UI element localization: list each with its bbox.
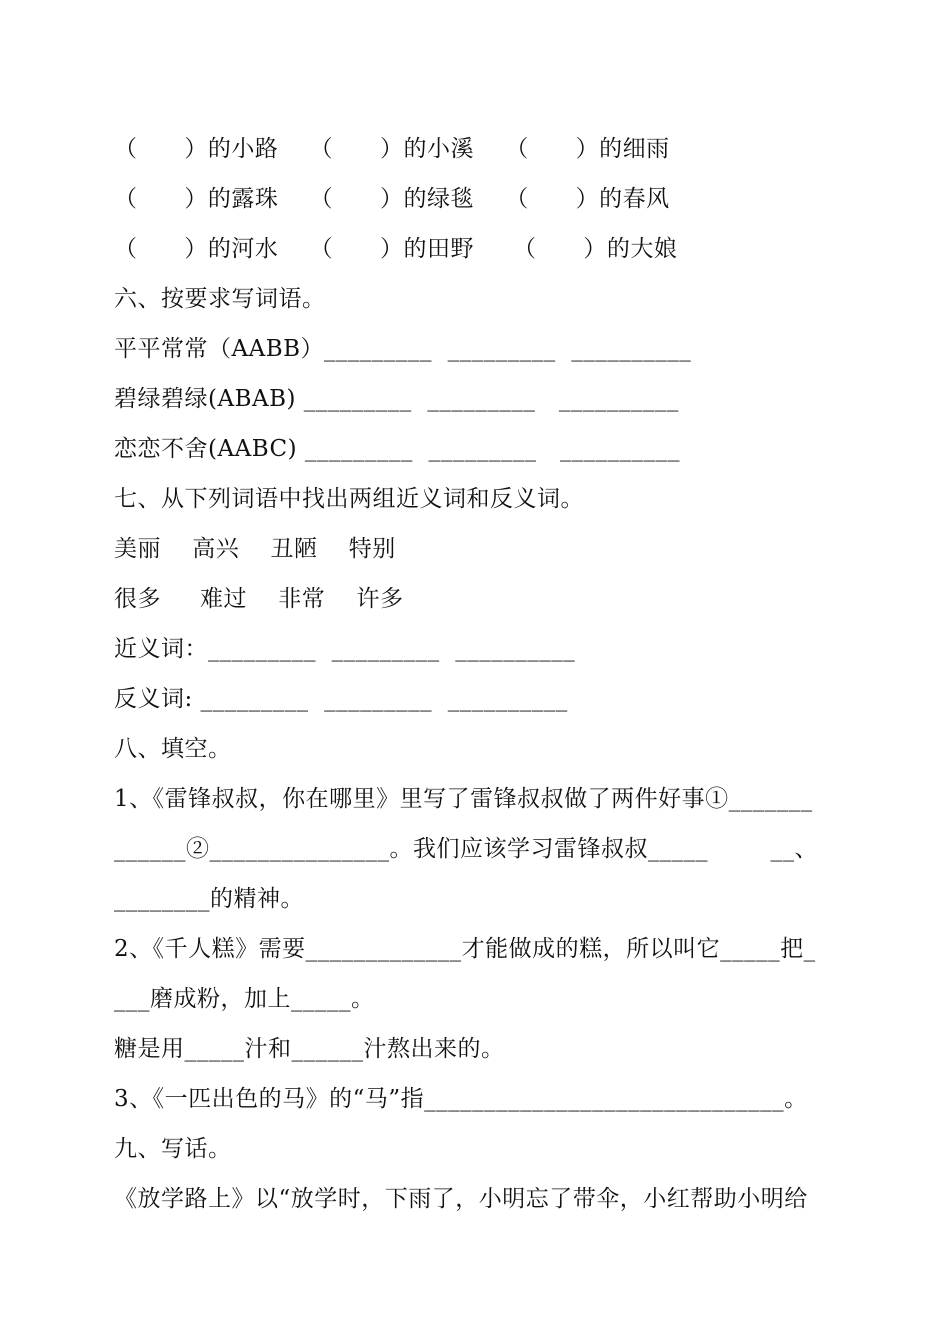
blank-phrase-row-2: （ ）的露珠 （ ）的绿毯 （ ）的春风	[114, 186, 670, 212]
question-2-line-1: 2、《千人糕》需要_____________才能做成的糕，所以叫它_____把_	[114, 936, 816, 962]
question-1-line-1: 1、《雷锋叔叔，你在哪里》里写了雷锋叔叔做了两件好事①_______	[114, 786, 813, 812]
section-8-heading: 八、填空。	[114, 736, 232, 762]
section-9-heading: 九、写话。	[114, 1136, 232, 1162]
synonym-row: 近义词：_________ _________ __________	[114, 636, 576, 662]
section-7-heading: 七、从下列词语中找出两组近义词和反义词。	[114, 486, 584, 512]
antonym-row: 反义词: _________ _________ __________	[114, 686, 568, 712]
blank-phrase-row-1: （ ）的小路 （ ）的小溪 （ ）的细雨	[114, 136, 670, 162]
question-1-line-3: ________的精神。	[114, 886, 304, 912]
word-list-row-2: 很多 难过 非常 许多	[114, 586, 404, 612]
question-2-line-3: 糖是用_____汁和______汁熬出来的。	[114, 1036, 505, 1062]
word-list-row-1: 美丽 高兴 丑陋 特别	[114, 536, 396, 562]
question-3-line: 3、《一匹出色的马》的“马”指______________________________。	[114, 1086, 808, 1112]
aabb-row: 平平常常（AABB）_________ _________ __________	[114, 336, 692, 362]
blank-phrase-row-3: （ ）的河水 （ ）的田野 （ ）的大娘	[114, 236, 678, 262]
worksheet-page	[114, 124, 854, 1224]
aabc-row: 恋恋不舍(AABC) _________ _________ __________	[114, 436, 680, 462]
question-1-line-2: ______②_______________。我们应该学习雷锋叔叔_____ __、	[114, 836, 818, 862]
abab-row: 碧绿碧绿(ABAB) _________ _________ __________	[114, 386, 679, 412]
question-2-line-2: ___磨成粉，加上_____。	[114, 986, 375, 1012]
section-6-heading: 六、按要求写词语。	[114, 286, 326, 312]
writing-prompt-line: 《放学路上》以“放学时，下雨了，小明忘了带伞，小红帮助小明给	[114, 1186, 808, 1212]
